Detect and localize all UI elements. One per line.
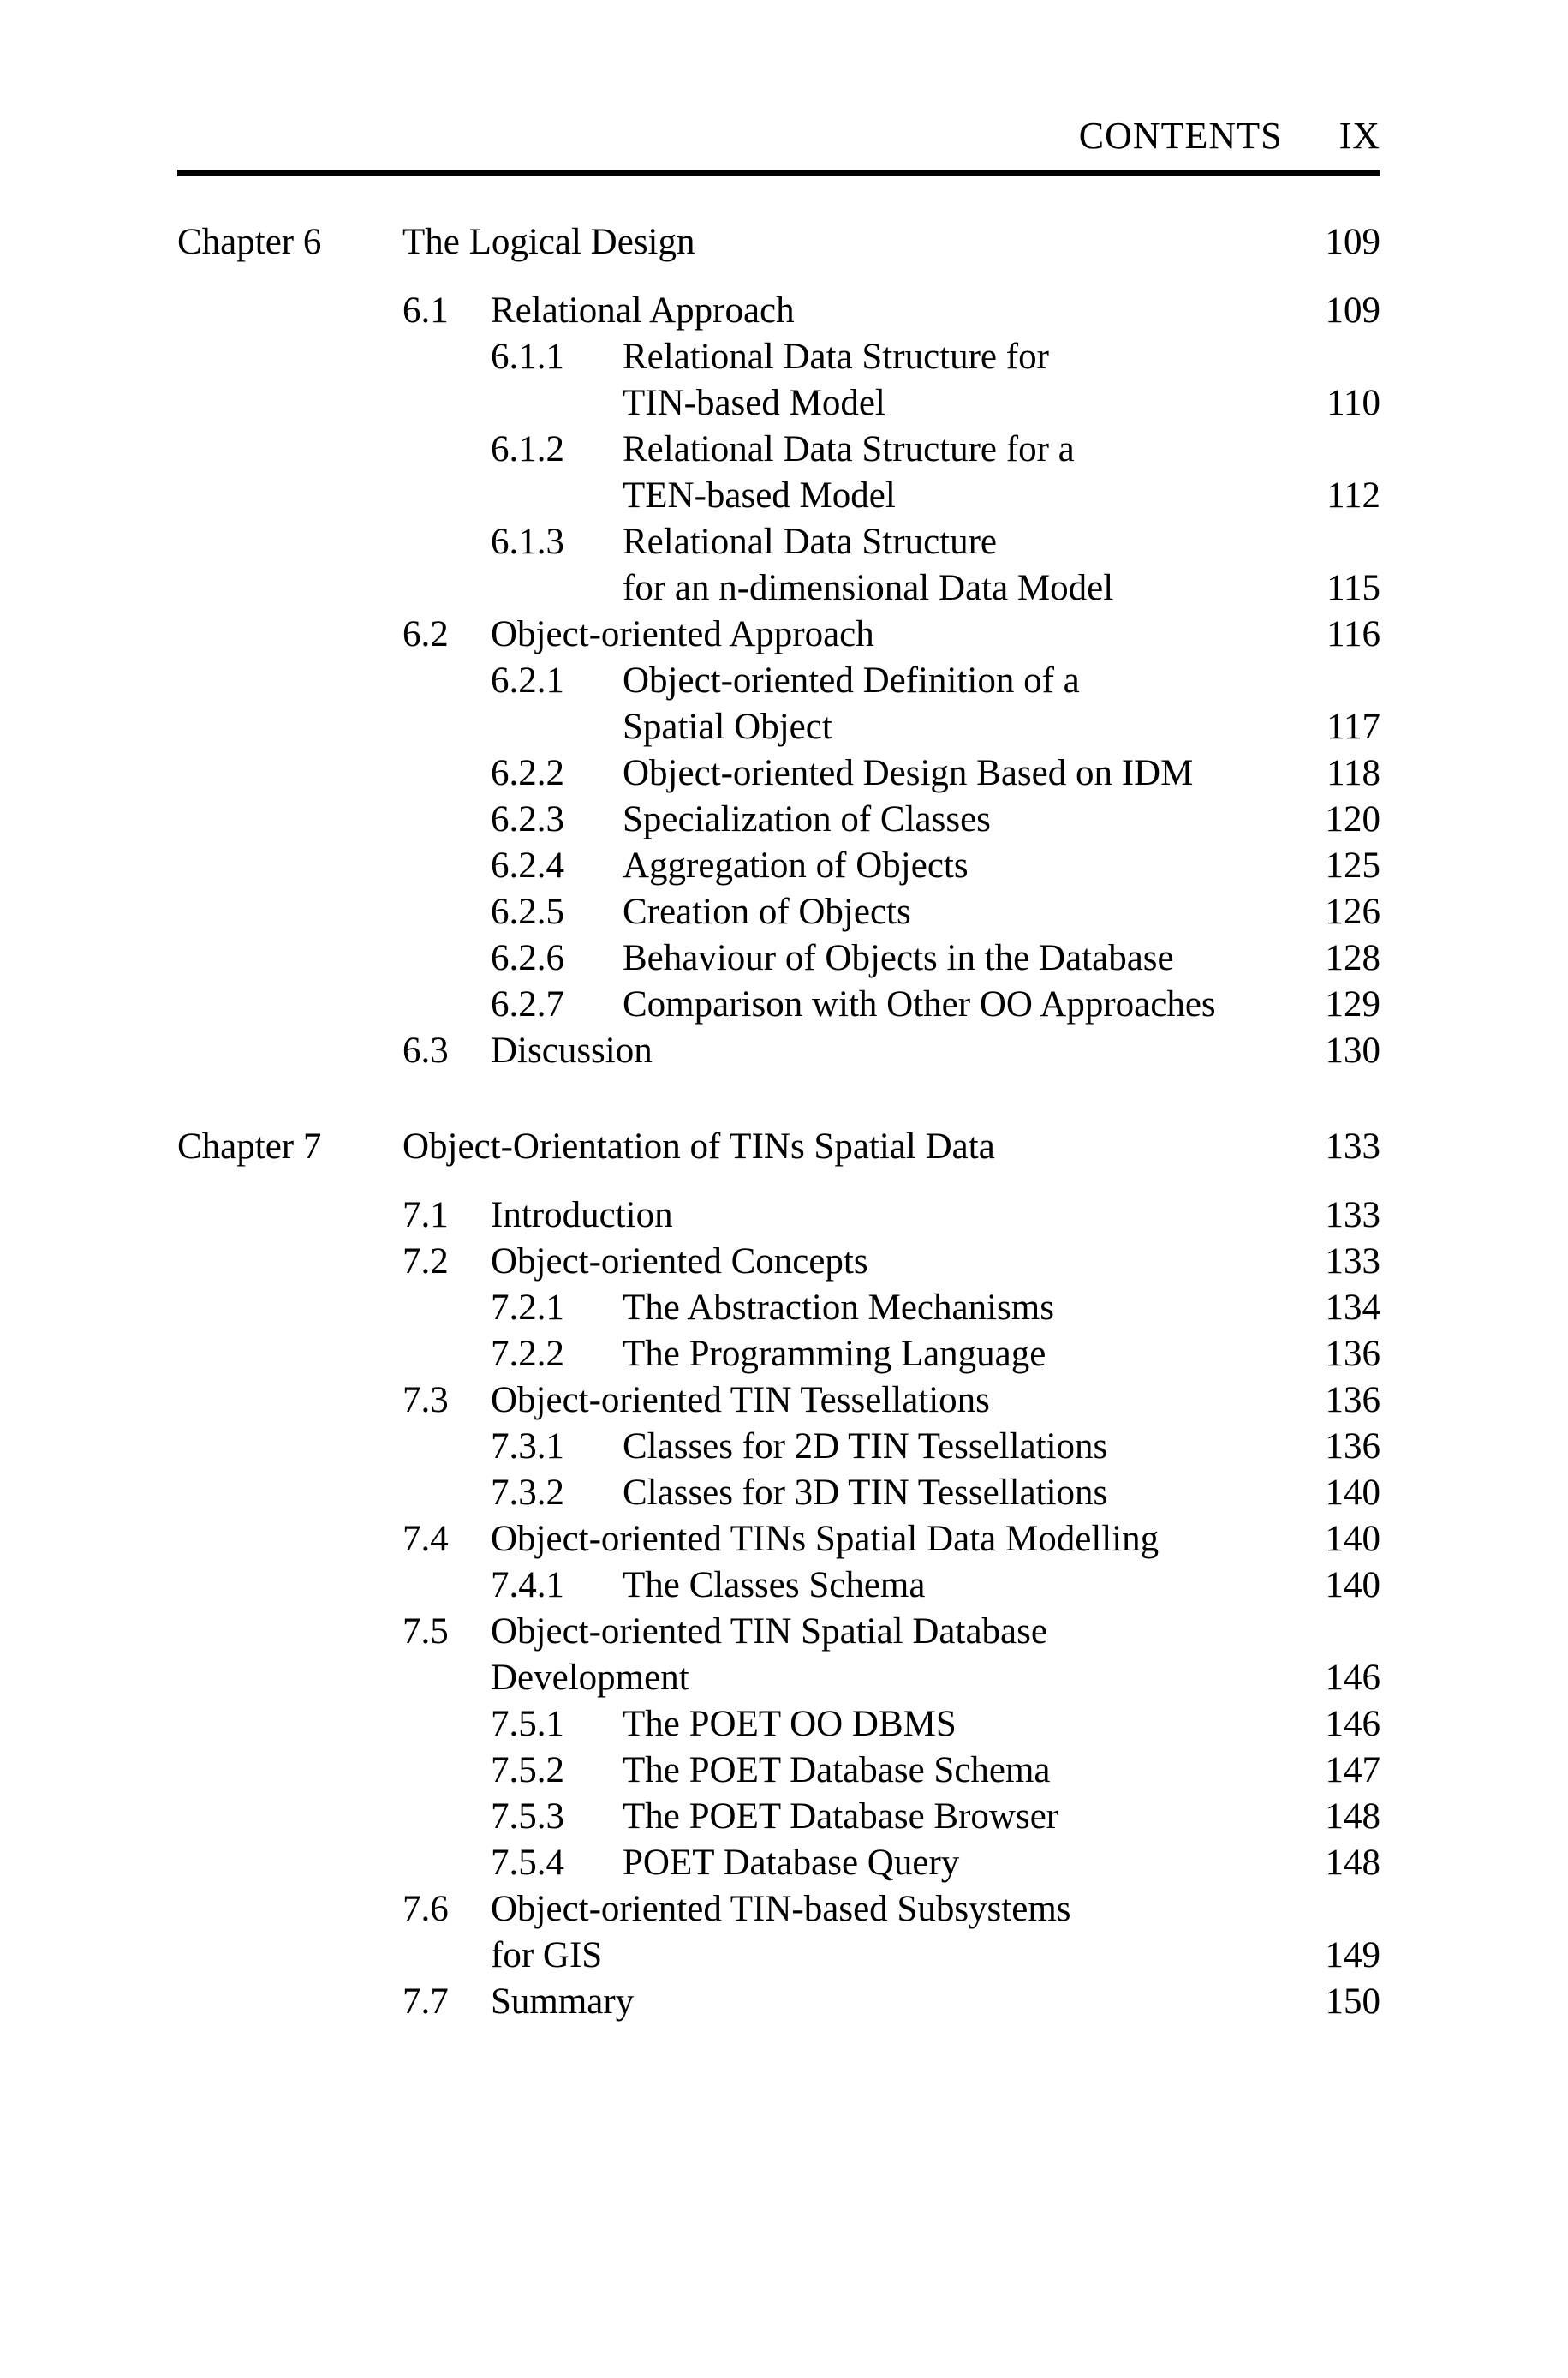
entry-title (623, 1470, 1107, 1516)
entry-title-line: Relational Data Structure (623, 522, 998, 562)
entry-title (623, 1794, 1058, 1840)
entry-page-number: 148 (1325, 1843, 1380, 1883)
toc-entry (177, 1516, 1380, 1562)
entry-number: 7.2.1 (491, 1288, 564, 1328)
entry-title (491, 1609, 1047, 1701)
entry-page-number: 148 (1325, 1796, 1380, 1837)
entry-title-line: Development (491, 1658, 689, 1698)
toc-entry (177, 658, 1380, 750)
page-header (177, 113, 1380, 159)
entry-title-line: Spatial Object (623, 707, 832, 747)
entry-title-line: for an n-dimensional Data Model (623, 568, 1114, 608)
header-rule (177, 170, 1380, 176)
chapter-row (177, 219, 1380, 266)
toc-entry (177, 797, 1380, 843)
entry-title (623, 843, 969, 889)
entry-number: 7.3.2 (491, 1473, 564, 1513)
toc-entry (177, 1285, 1380, 1331)
toc-chapter (177, 219, 1380, 1074)
entry-number: 7.2 (402, 1241, 449, 1282)
toc-entry (177, 750, 1380, 797)
toc-entry (177, 1748, 1380, 1794)
chapter-label: Chapter 6 (177, 222, 322, 262)
entry-title (623, 427, 1075, 519)
entry-title (623, 935, 1174, 982)
entry-page-number: 140 (1325, 1519, 1380, 1559)
entry-title-line: Relational Approach (491, 290, 795, 331)
entry-page-number: 136 (1325, 1380, 1380, 1420)
entry-title-line: Introduction (491, 1195, 673, 1235)
entry-title-line: Classes for 2D TIN Tessellations (623, 1426, 1108, 1467)
entry-title (623, 750, 1193, 797)
entry-page-number: 116 (1327, 614, 1380, 654)
toc-entry (177, 1331, 1380, 1377)
entry-number: 7.5.2 (491, 1750, 564, 1790)
entry-title-line: Creation of Objects (623, 892, 911, 932)
toc-entry (177, 843, 1380, 889)
entry-title-line: The Programming Language (623, 1334, 1046, 1374)
toc-entry (177, 889, 1380, 935)
toc-entry (177, 1701, 1380, 1748)
entry-number: 6.2.5 (491, 892, 564, 932)
toc-entry (177, 427, 1380, 519)
entry-page-number: 136 (1325, 1334, 1380, 1374)
entry-page-number: 149 (1325, 1935, 1380, 1975)
entry-number: 6.2.7 (491, 984, 564, 1025)
entry-page-number: 130 (1325, 1031, 1380, 1071)
entry-number: 6.2 (402, 614, 449, 654)
entry-number: 7.3.1 (491, 1426, 564, 1467)
entry-title (623, 1331, 1046, 1377)
entry-title-line: Discussion (491, 1031, 653, 1071)
entry-title-line: The POET Database Schema (623, 1750, 1051, 1790)
entry-page-number: 140 (1325, 1473, 1380, 1513)
entry-title (491, 1192, 673, 1239)
entry-title (623, 889, 911, 935)
toc-entry (177, 519, 1380, 612)
entry-title-line: TIN-based Model (623, 383, 885, 423)
chapter-title: Object-Orientation of TINs Spatial Data (402, 1126, 995, 1167)
entry-page-number: 133 (1325, 1195, 1380, 1235)
entry-number: 6.2.1 (491, 660, 564, 701)
chapter-title: The Logical Design (402, 222, 695, 262)
entry-title (623, 658, 1080, 750)
entry-title-line: Relational Data Structure for a (623, 429, 1075, 469)
entry-title (623, 982, 1216, 1028)
entry-page-number: 115 (1327, 568, 1380, 608)
entry-page-number: 118 (1327, 753, 1380, 793)
entry-title-line: Object-oriented Concepts (491, 1241, 868, 1282)
entry-page-number: 147 (1325, 1750, 1380, 1790)
toc-entry (177, 288, 1380, 334)
toc-entry (177, 1840, 1380, 1886)
toc-entry (177, 1794, 1380, 1840)
entry-page-number: 110 (1327, 383, 1380, 423)
entry-title (491, 1516, 1159, 1562)
entry-title-line: Object-oriented Design Based on IDM (623, 753, 1194, 793)
entry-title-line: Specialization of Classes (623, 799, 991, 839)
entry-number: 6.1.2 (491, 429, 564, 469)
entry-page-number: 136 (1325, 1426, 1380, 1467)
entry-page-number: 134 (1325, 1288, 1380, 1328)
entry-title (491, 288, 795, 334)
toc-entry (177, 1424, 1380, 1470)
entry-title (623, 1562, 925, 1609)
entry-number: 7.4.1 (491, 1565, 564, 1605)
entry-title-line: Aggregation of Objects (623, 845, 969, 886)
entry-page-number: 146 (1325, 1704, 1380, 1744)
entry-title-line: Relational Data Structure for (623, 337, 1049, 377)
entry-number: 7.5.4 (491, 1843, 564, 1883)
entry-number: 7.3 (402, 1380, 449, 1420)
table-of-contents (177, 219, 1380, 2025)
entry-title-line: Behaviour of Objects in the Database (623, 938, 1174, 978)
entry-title-line: Object-oriented TIN-based Subsystems (491, 1889, 1071, 1929)
entry-title (623, 1840, 959, 1886)
entry-title-line: Object-oriented TIN Tessellations (491, 1380, 990, 1420)
entry-number: 6.2.4 (491, 845, 564, 886)
entry-number: 6.3 (402, 1031, 449, 1071)
entry-title-line: TEN-based Model (623, 475, 896, 516)
entry-page-number: 133 (1325, 1241, 1380, 1282)
entry-page-number: 150 (1325, 1981, 1380, 2022)
entry-page-number: 128 (1325, 938, 1380, 978)
entry-title-line: Object-oriented Approach (491, 614, 874, 654)
toc-entry (177, 1979, 1380, 2025)
entry-title-line: Object-oriented Definition of a (623, 660, 1080, 701)
entry-title-line: for GIS (491, 1935, 603, 1975)
entry-title-line: POET Database Query (623, 1843, 960, 1883)
entry-title (491, 1886, 1071, 1979)
toc-chapter (177, 1124, 1380, 2025)
entry-number: 6.1 (402, 290, 449, 331)
entry-title (623, 519, 1113, 612)
toc-entry (177, 1028, 1380, 1074)
entry-page-number: 117 (1327, 707, 1380, 747)
entry-number: 6.2.6 (491, 938, 564, 978)
entry-title (491, 612, 874, 658)
entry-number: 7.6 (402, 1889, 449, 1929)
entry-number: 7.2.2 (491, 1334, 564, 1374)
entry-title-line: Object-oriented TIN Spatial Database (491, 1611, 1047, 1652)
entry-number: 7.5.1 (491, 1704, 564, 1744)
entry-page-number: 126 (1325, 892, 1380, 932)
entry-page-number: 112 (1327, 475, 1380, 516)
chapter-entries (177, 1192, 1380, 2025)
chapter-row (177, 1124, 1380, 1170)
entry-title (623, 797, 991, 843)
entry-title (491, 1377, 990, 1424)
entry-page-number: 129 (1325, 984, 1380, 1025)
toc-entry (177, 1886, 1380, 1979)
chapter-page-number: 109 (1325, 222, 1380, 262)
entry-number: 7.5.3 (491, 1796, 564, 1837)
entry-title-line: The Abstraction Mechanisms (623, 1288, 1054, 1328)
toc-entry (177, 612, 1380, 658)
chapter-page-number: 133 (1325, 1126, 1380, 1167)
toc-entry (177, 1470, 1380, 1516)
entry-title (623, 1748, 1051, 1794)
toc-entry (177, 1377, 1380, 1424)
entry-page-number: 140 (1325, 1565, 1380, 1605)
chapter-entries (177, 288, 1380, 1074)
entry-title (491, 1979, 634, 2025)
toc-entry (177, 1192, 1380, 1239)
entry-number: 7.1 (402, 1195, 449, 1235)
entry-number: 7.4 (402, 1519, 449, 1559)
entry-number: 7.7 (402, 1981, 449, 2022)
entry-title (623, 1701, 957, 1748)
entry-number: 6.2.2 (491, 753, 564, 793)
toc-entry (177, 982, 1380, 1028)
entry-title-line: Classes for 3D TIN Tessellations (623, 1473, 1108, 1513)
running-head-title: CONTENTS (1078, 115, 1283, 157)
entry-title (623, 1424, 1107, 1470)
chapter-label: Chapter 7 (177, 1126, 322, 1167)
toc-entry (177, 334, 1380, 427)
toc-entry (177, 1609, 1380, 1701)
running-head-page-number: IX (1338, 115, 1380, 157)
entry-title-line: Comparison with Other OO Approaches (623, 984, 1216, 1025)
entry-title-line: The Classes Schema (623, 1565, 926, 1605)
entry-number: 6.2.3 (491, 799, 564, 839)
entry-number: 6.1.3 (491, 522, 564, 562)
entry-title-line: The POET OO DBMS (623, 1704, 957, 1744)
entry-title (623, 1285, 1054, 1331)
entry-title (491, 1028, 653, 1074)
toc-entry (177, 1239, 1380, 1285)
toc-entry (177, 935, 1380, 982)
entry-title-line: Summary (491, 1981, 635, 2022)
toc-entry (177, 1562, 1380, 1609)
entry-page-number: 125 (1325, 845, 1380, 886)
entry-title-line: The POET Database Browser (623, 1796, 1059, 1837)
entry-page-number: 146 (1325, 1658, 1380, 1698)
entry-page-number: 120 (1325, 799, 1380, 839)
entry-number: 6.1.1 (491, 337, 564, 377)
entry-number: 7.5 (402, 1611, 449, 1652)
entry-title-line: Object-oriented TINs Spatial Data Modelling (491, 1519, 1160, 1559)
entry-title (623, 334, 1049, 427)
entry-title (491, 1239, 868, 1285)
entry-page-number: 109 (1325, 290, 1380, 331)
